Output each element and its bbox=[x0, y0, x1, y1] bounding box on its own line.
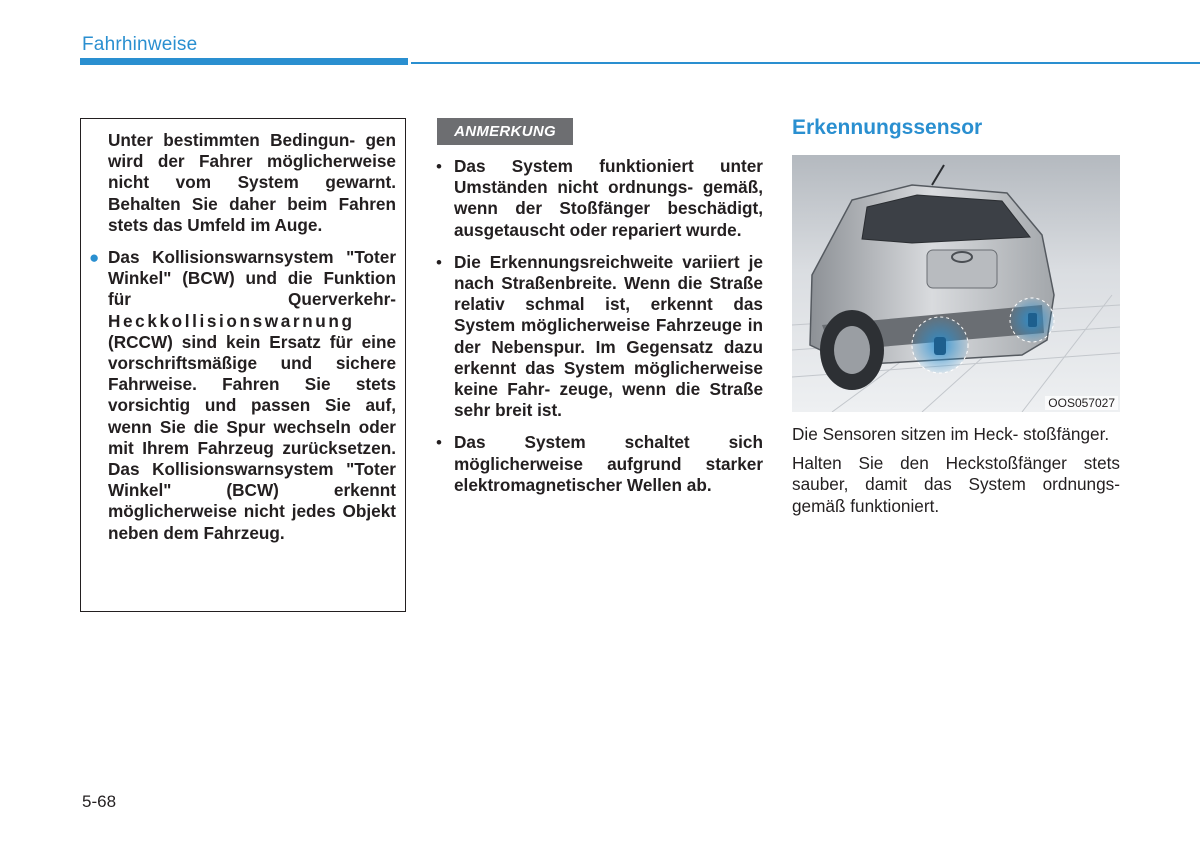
sensor-paragraph: Die Sensoren sitzen im Heck- stoßfänger. bbox=[792, 424, 1110, 444]
chapter-title: Fahrhinweise bbox=[82, 34, 198, 55]
note-badge: ANMERKUNG bbox=[437, 118, 573, 145]
header-rule-thick bbox=[80, 58, 408, 65]
note-bullet: • Das System funktioniert unter Umständen nicht ordnungs- gemäß, wenn der Stoßfänger beschädigt, ausgetauscht oder repariert wurde. bbox=[436, 156, 764, 240]
section-title: Erkennungssensor bbox=[792, 116, 983, 139]
note-content bbox=[436, 156, 764, 507]
warning-bullet: ● Das Kollisionswarnsystem "Toter Winkel" (BCW) und die Funktion für Querverkehr- Heckkollisionswarnung (RCCW) sind kein Ersatz für eine vorschriftsmäßige und sichere Fahrweise. Fahren Sie stets vorsichtig und passen Sie auf, wenn Sie die Spur wechseln oder mit Ihrem Fahrzeug zurücksetzen. Das Kollisionswarnsystem "Toter Winkel" (BCW) erkennt möglicherweise nicht jedes Objekt neben dem Fahrzeug. bbox=[89, 247, 397, 543]
sensor-figure bbox=[792, 155, 1120, 412]
note-bullet: • Das System schaltet sich möglicherweise aufgrund starker elektromagnetischer Wellen ab. bbox=[436, 432, 764, 495]
bullet-dot-icon: • bbox=[436, 252, 442, 272]
bullet-dot-icon: • bbox=[436, 157, 442, 176]
sensor-text bbox=[792, 424, 1120, 525]
bullet-dot-icon: ● bbox=[89, 248, 100, 268]
warning-intro: Unter bestimmten Bedingun- gen wird der Fahrer möglicherweise nicht vom System gewarnt. Behalten Sie daher beim Fahren stets das Umfeld im Auge. bbox=[108, 130, 397, 235]
warning-content bbox=[89, 130, 397, 555]
sensor-paragraph: Halten Sie den Heckstoßfänger stets sauber, damit das System ordnungs- gemäß funktioniert. bbox=[792, 453, 1120, 516]
car-rear-illustration bbox=[792, 155, 1120, 412]
note-bullet: • Die Erkennungsreichweite variiert je nach Straßenbreite. Wenn die Straße relativ schmal ist, erkennt das System möglicherweise Fahrzeuge in der Nebenspur. Im Gegensatz dazu erkennt das System möglicherweise keine Fahr- zeuge, wenn die Straße sehr breit ist. bbox=[436, 251, 764, 421]
header-rule-thin bbox=[411, 62, 1200, 64]
page-number: 5-68 bbox=[82, 792, 117, 811]
bullet-dot-icon: • bbox=[436, 433, 442, 453]
figure-code: OOS057027 bbox=[1045, 396, 1118, 410]
